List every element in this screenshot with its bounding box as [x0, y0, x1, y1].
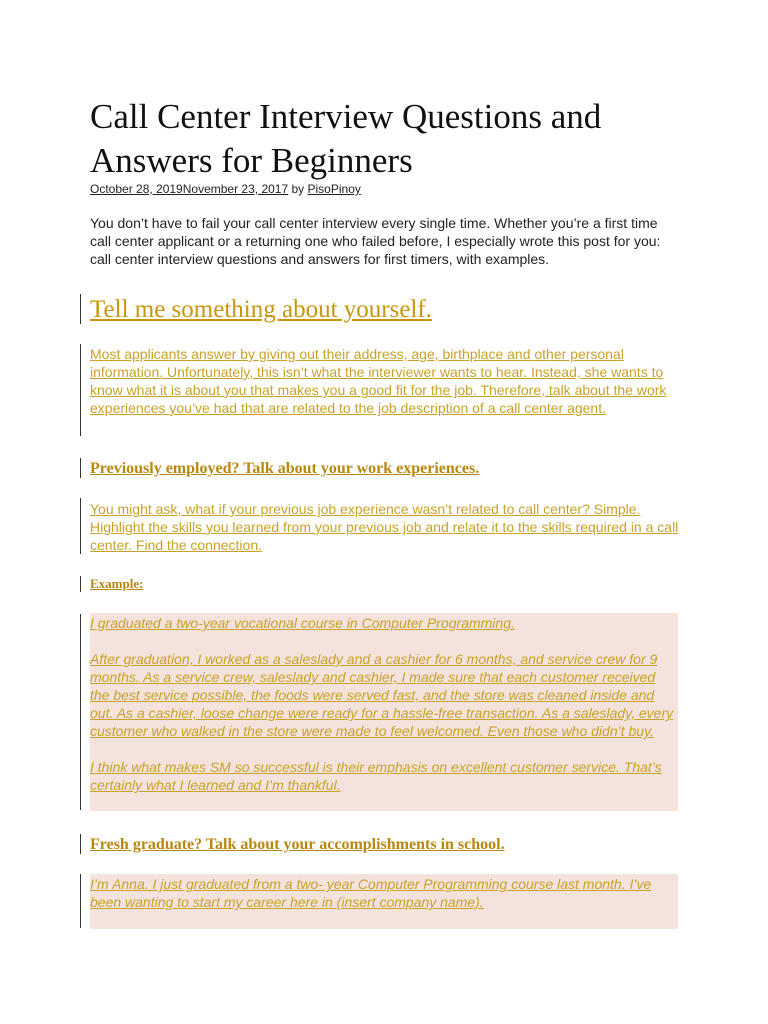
page-title: Call Center Interview Questions and Answers for Beginners — [90, 97, 602, 180]
section2-paragraph[interactable]: You might ask, what if your previous job experience wasn’t related to call center? Simple. Highlight the skills you learned from your previous job and relate it to the skills required in a call center. Find the connection. — [90, 501, 679, 553]
quote-marker-bar — [80, 614, 81, 810]
date-published-link[interactable]: October 28, 2019 — [90, 182, 183, 196]
intro-paragraph: You don’t have to fail your call center interview every single time. Whether you’re a first time call center applicant or a returning one who failed before, I especially wrote this post for you: call center interview questions and answers for first timers, with examples. — [90, 215, 661, 267]
author-link[interactable]: PisoPinoy — [307, 182, 361, 196]
section-heading-previously-employed[interactable]: Previously employed? Talk about your work experiences. — [90, 460, 480, 477]
example-line[interactable]: I’m Anna. I just graduated from a two- year Computer Programming course last month. I’ve been wanting to start my career here in (insert company name). — [90, 876, 652, 910]
section-heading-about-yourself[interactable]: Tell me something about yourself. — [90, 296, 432, 323]
by-label: by — [291, 182, 305, 196]
example-label[interactable]: Example: — [90, 576, 144, 591]
paragraph-marker-bar — [80, 498, 81, 554]
heading-marker-bar — [80, 458, 81, 478]
example-line[interactable]: I think what makes SM so successful is their emphasis on excellent customer service. That’s certainly what I learned and I’m thankful. — [90, 759, 662, 793]
post-meta — [90, 182, 361, 196]
example-marker-bar — [80, 576, 81, 592]
heading-marker-bar — [80, 834, 81, 854]
example-line[interactable]: After graduation, I worked as a saleslady and a cashier for 6 months, and service crew for 9 months. As a service crew, saleslady and cashier, I made sure that each customer received the best service possible, the foods were served fast, and the store was cleaned inside and out. As a cashier, loose change were ready for a hassle-free transaction. As a saleslady, every customer who walked in the store were made to feel welcomed. Even those who didn’t buy. — [90, 651, 674, 739]
quote-marker-bar — [80, 874, 81, 928]
example-quote-box — [90, 613, 678, 811]
paragraph-marker-bar — [80, 344, 81, 436]
fresh-graduate-quote-box — [90, 874, 678, 929]
section1-paragraph[interactable]: Most applicants answer by giving out their address, age, birthplace and other personal information. Unfortunately, this isn’t what the interviewer wants to hear. Instead, she wants to know what it is about you that makes you a good fit for the job. Therefore, talk about the work experiences you’ve had that are related to the job description of a call center agent. — [90, 346, 667, 416]
example-line[interactable]: I graduated a two-year vocational course in Computer Programming. — [90, 615, 515, 631]
section-heading-fresh-graduate[interactable]: Fresh graduate? Talk about your accomplishments in school. — [90, 836, 505, 853]
heading-marker-bar — [80, 294, 81, 324]
date-updated-link[interactable]: November 23, 2017 — [182, 182, 289, 196]
